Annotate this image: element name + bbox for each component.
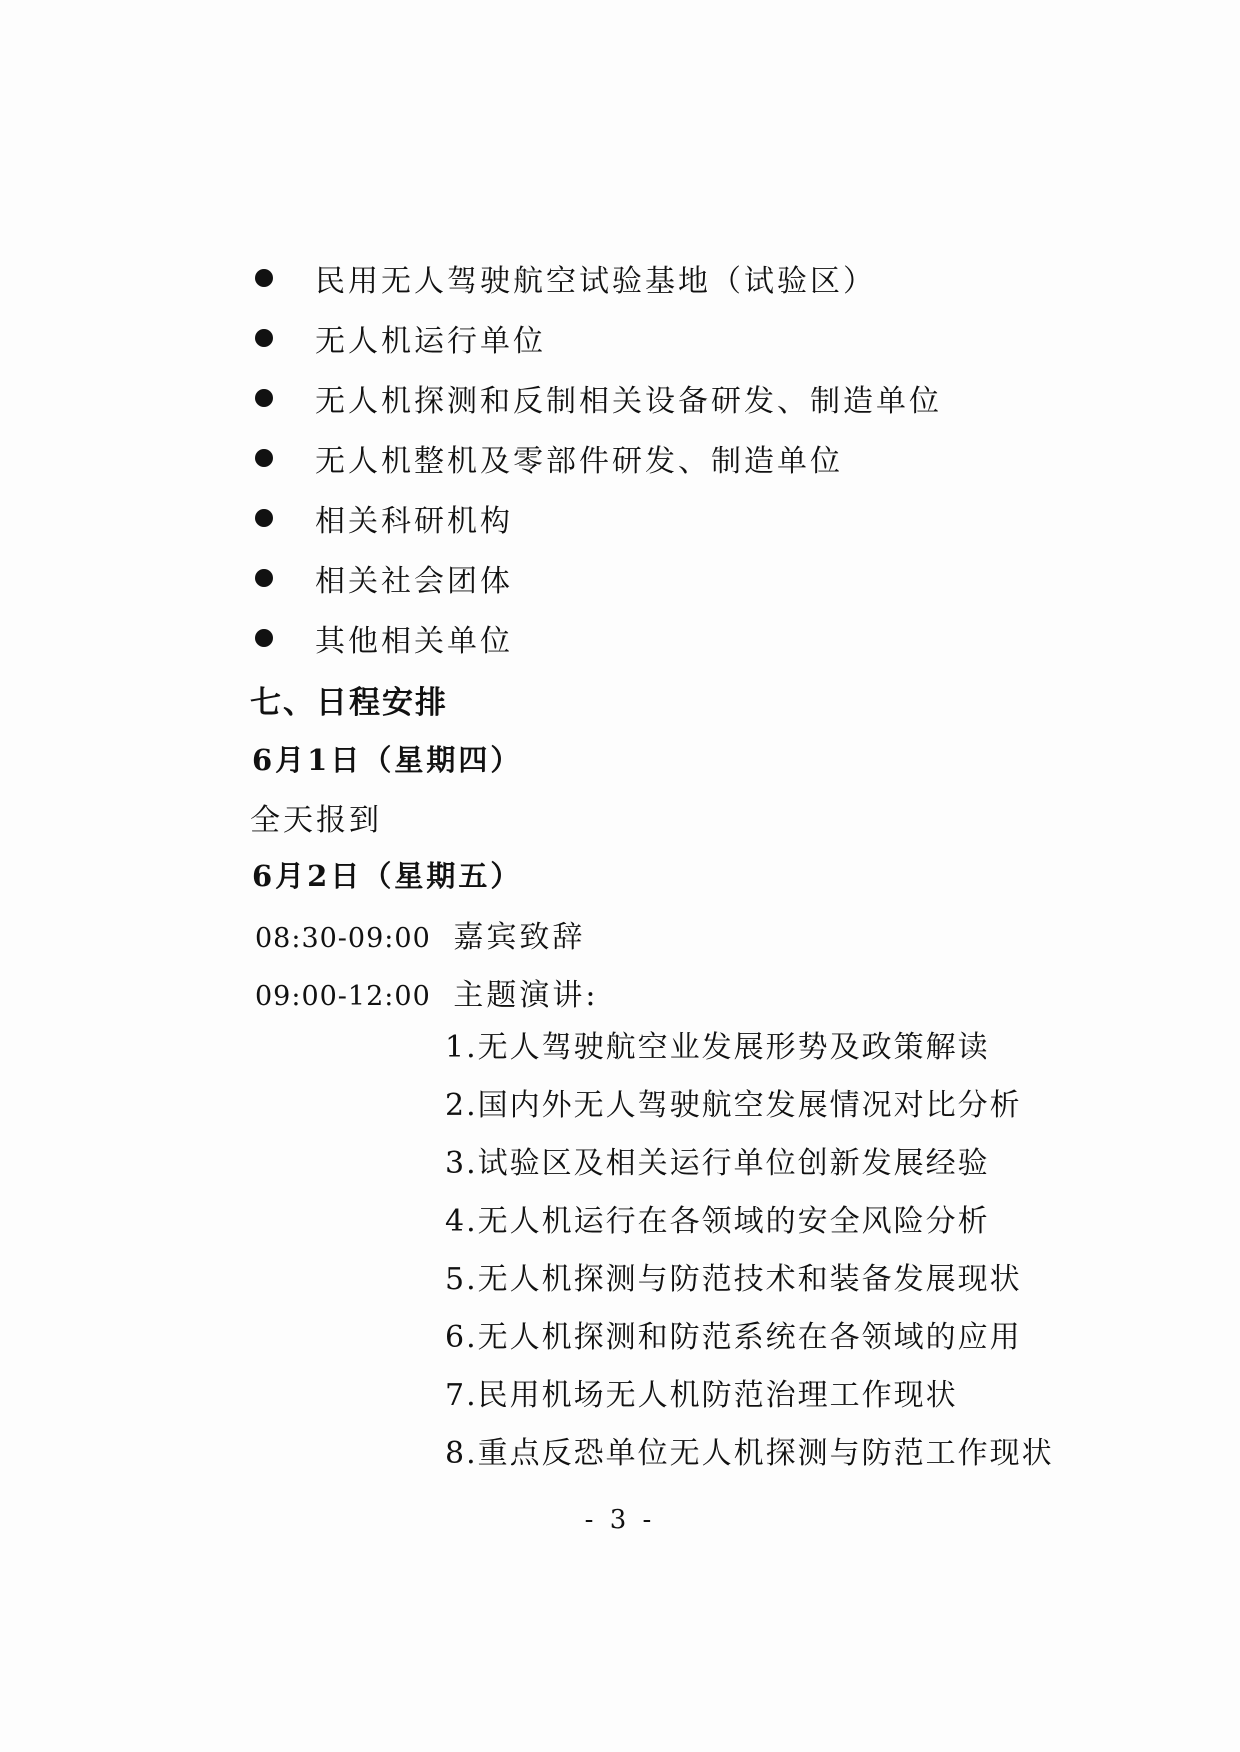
participant-item [255,316,546,360]
topic-item: 1.无人驾驶航空业发展形势及政策解读 [445,1030,990,1065]
participant-item [255,376,942,420]
topic-item: 4.无人机运行在各领域的安全风险分析 [445,1204,990,1239]
participant-label: 无人机探测和反制相关设备研发、制造单位 [315,384,942,419]
topic-item: 8.重点反恐单位无人机探测与防范工作现状 [445,1436,1054,1471]
session-row [255,970,598,1014]
day1-note: 全天报到 [250,803,382,838]
participant-label: 无人机整机及零部件研发、制造单位 [315,444,843,479]
bullet-icon [255,269,273,287]
topic-item: 6.无人机探测和防范系统在各领域的应用 [445,1320,1022,1355]
bullet-icon [255,329,273,347]
participant-label: 无人机运行单位 [315,324,546,359]
topic-item: 3.试验区及相关运行单位创新发展经验 [445,1146,990,1181]
bullet-icon [255,449,273,467]
session-time: 08:30-09:00 [255,923,431,954]
participant-item [255,256,876,300]
session-time: 09:00-12:00 [255,981,431,1012]
session-title: 主题演讲: [453,978,599,1013]
session-title: 嘉宾致辞 [453,920,586,955]
participant-item [255,436,843,480]
topic-item: 7.民用机场无人机防范治理工作现状 [445,1378,958,1413]
session-row [255,912,585,956]
topic-item: 2.国内外无人驾驶航空发展情况对比分析 [445,1088,1022,1123]
participant-label: 民用无人驾驶航空试验基地（试验区） [315,264,876,299]
participant-label: 相关科研机构 [315,504,513,539]
participant-item [255,616,513,660]
participant-item [255,496,513,540]
participant-item [255,556,513,600]
participant-label: 其他相关单位 [315,624,513,659]
bullet-icon [255,509,273,527]
bullet-icon [255,569,273,587]
participant-label: 相关社会团体 [315,564,513,599]
topic-item: 5.无人机探测与防范技术和装备发展现状 [445,1262,1022,1297]
schedule-heading: 七、日程安排 [250,685,448,721]
page-number: - 3 - [584,1505,656,1535]
day2-date: 6月2日（星期五） [252,859,523,893]
day1-date: 6月1日（星期四） [252,743,523,777]
bullet-icon [255,629,273,647]
bullet-icon [255,389,273,407]
